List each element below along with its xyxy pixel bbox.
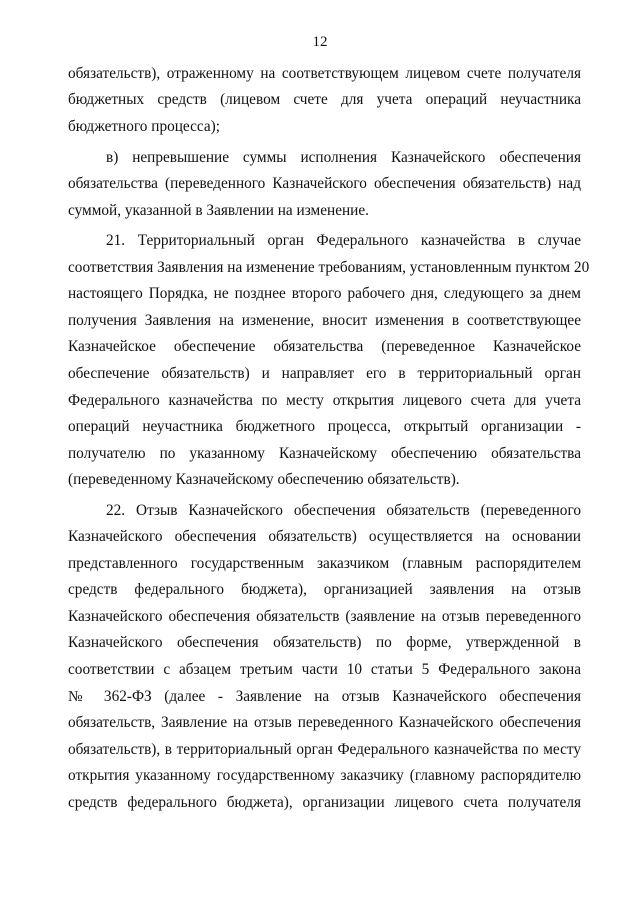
text-line: операций неучастника бюджетного процесса, открытый организации - — [68, 418, 581, 435]
text-line: бюджетного процесса); — [68, 118, 220, 135]
text-line: обеспечение обязательств) и направляет его в территориальный орган — [68, 365, 581, 382]
text-line: Казначейского обеспечения обязательств) осуществляется на основании — [68, 528, 581, 545]
text-line: обязательств, Заявление на отзыв переведенного Казначейского обеспечения — [68, 714, 581, 731]
text-line: соответствия Заявления на изменение требованиям, установленным пунктом 20 — [68, 259, 590, 276]
text-line: средств федерального бюджета), организацией заявления на отзыв — [68, 581, 581, 598]
text-line: в) непревышение суммы исполнения Казначейского обеспечения — [106, 149, 581, 166]
text-line: обязательства (переведенного Казначейского обеспечения обязательств) над — [68, 175, 581, 192]
text-line: (переведенному Казначейскому обеспечению обязательств). — [68, 471, 460, 488]
text-line: средств федерального бюджета), организации лицевого счета получателя — [68, 794, 581, 811]
text-line: настоящего Порядка, не позднее второго рабочего дня, следующего за днем — [68, 285, 581, 302]
text-line: 22. Отзыв Казначейского обеспечения обязательств (переведенного — [106, 502, 581, 519]
text-line: открытия указанному государственному заказчику (главному распорядителю — [68, 767, 581, 784]
text-line: получения Заявления на изменение, вносит изменения в соответствующее — [68, 312, 581, 329]
text-line: получателю по указанному Казначейскому обеспечению обязательства — [68, 445, 581, 462]
text-line: представленного государственным заказчиком (главным распорядителем — [68, 555, 581, 572]
text-line: обязательств), отраженному на соответствующем лицевом счете получателя — [68, 65, 581, 82]
text-line: Казначейского обеспечения обязательств) по форме, утвержденной в — [68, 634, 581, 651]
page-number: 12 — [312, 34, 328, 50]
text-line: суммой, указанной в Заявлении на изменение. — [68, 202, 369, 219]
text-line: Казначейского обеспечения обязательств (заявление на отзыв переведенного — [68, 608, 581, 625]
text-line: Казначейское обеспечение обязательства (переведенное Казначейское — [68, 338, 581, 355]
text-line: Федерального казначейства по месту открытия лицевого счета для учета — [68, 392, 581, 409]
text-line: соответствии с абзацем третьим части 10 статьи 5 Федерального закона — [68, 661, 581, 678]
text-line: 21. Территориальный орган Федерального казначейства в случае — [106, 232, 581, 249]
text-line: № 362-ФЗ (далее - Заявление на отзыв Казначейского обеспечения — [68, 688, 581, 705]
text-line: обязательств), в территориальный орган Федерального казначейства по месту — [68, 741, 581, 758]
text-line: бюджетных средств (лицевом счете для учета операций неучастника — [68, 91, 581, 108]
